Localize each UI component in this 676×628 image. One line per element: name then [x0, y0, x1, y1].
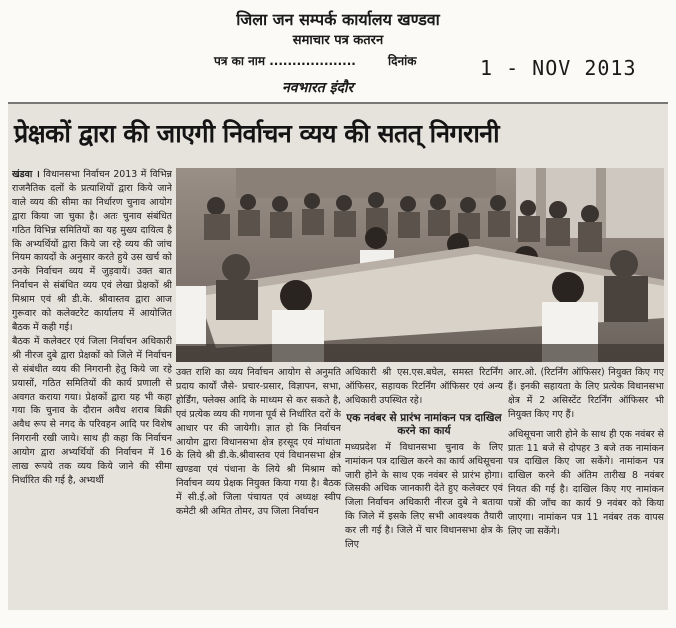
col4-paragraph-2: अधिसूचना जारी होने के साथ ही एक नवंबर से प्रातः 11 बजे से दोपहर 3 बजे तक नामांकन पत्र दाखिल किए जा सकेंगे। नामांकन पत्र दाखिल करने की अंतिम तारीख 8 नवंबर नियत की गई है। दाखिल किए गए नामांकन पत्रों की जाँच का कार्य 9 नवंबर को किया जाएगा। नामांकन पत्र 11 नवंबर तक वापस लिए जा सकेंगे। — [508, 428, 664, 537]
newspaper-clipping — [8, 102, 668, 610]
article-column-4 — [508, 366, 664, 606]
col2-paragraph: उक्त राशि का व्यय निर्वाचन आयोग से अनुमति प्रदाय कार्यों जैसे- प्रचार-प्रसार, विज्ञापन, सभा, होर्डिंग, फ्लेक्स आदि के माध्यम से कर सकते है, एवं प्रत्येक व्यय की गणना पूर्व से निर्धारित दरों के आधार पर की जायेगी। ज्ञात हो कि निर्वाचन आयोग द्वारा विधानसभा क्षेत्र हरसूद एवं मांधाता के लिये श्री डी.के.श्रीवास्तव एवं विधानसभा क्षेत्र खण्डवा एवं पंधाना के लिये श्री मिश्राम को निर्वाचन व्यय प्रेक्षक नियुक्त किया गया है। बैठक में सी.ई.ओ जिला पंचायत एवं अध्यक्ष स्वीप कमेटी श्री अमित तोमर, उप जिला निर्वाचन — [176, 367, 341, 518]
article-column-3 — [345, 366, 503, 606]
col1-paragraph-2: बैठक में कलेक्टर एवं जिला निर्वाचन अधिकारी श्री नीरज दुबे द्वारा प्रेक्षकों को जिले में निर्वाचन से संबंधीत व्यय की निगरानी हेतु किये जा रहे प्रयासों, गठित समितियों की कार्य प्रणाली से अवगत कराया गया। प्रेक्षकों द्वारा यह भी कहा गया कि चुनाव के दौरान अवैध शराब बिक्री अवैध रूप से नगद के परिवहन आदि पर विशेष निगरानी रखी जाये। साथ ही कहा कि निर्वाचन आयोग द्वारा अभ्यर्थियों की निर्वाचन में 16 लाख रूपये तक व्यय किये जाने की सीमा निर्धारित की गई है, अभ्यर्थी — [12, 335, 172, 486]
article-dateline: खंडवा । — [12, 169, 40, 180]
col4-paragraph-1: आर.ओ. (रिटर्निंग ऑफिसर) नियुक्त किए गए हैं। इनकी सहायता के लिए प्रत्येक विधानसभा क्षेत्र में 2 असिस्टेंट रिटर्निंग ऑफिसर भी नियुक्त किए गए हैं। — [508, 367, 664, 420]
col1-paragraph-1: विधानसभा निर्वाचन 2013 में विभिन्न राजनैतिक दलों के प्रत्याशियों द्वारा किये जाने वाले व्यय की सीमा का निर्धारण चुनाव आयोग द्वारा किया जा चुका है। अतः चुनाव संबंधित गठित विभिन्न समितियों का यह मुख्य दायित्व है कि अभ्यर्थियों द्वारा किये जा रहे व्यय की जांच नियम कायदों के अनुसार करते हुये उस खर्च को उनके निर्वाचन व्यय में जुड़वायें। उक्त बात निर्वाचन से संबंधित व्यय एवं लेखा प्रेक्षकों श्री मिश्राम एवं श्री डी.के. श्रीवास्तव द्वारा आज गुरूवार को कलेक्टरेट कार्यालय में आयोजित बैठक में कही गई। — [12, 169, 172, 333]
col3-paragraph-2: मध्यप्रदेश में विधानसभा चुनाव के लिए नामांकन पत्र दाखिल करने का कार्य अधिसूचना जारी होने के साथ एक नवंबर से प्रारंभ होगा। जिसकी अधिक जानकारी देते हुए कलेक्टर एवं जिला निर्वाचन अधिकारी नीरज दुबे ने बताया कि जिले में इसके लिए सभी आवश्यक तैयारी कर ली गई है। जिले में चार विधानसभा क्षेत्र के लिए — [345, 441, 503, 551]
paper-name-label: पत्र का नाम ................... — [214, 54, 356, 68]
meeting-photo-image — [176, 168, 664, 362]
section-title: समाचार पत्र कतरन — [292, 33, 384, 48]
newspaper-name: नवभारत इंदौर — [282, 80, 354, 96]
article-column-2 — [176, 366, 341, 606]
meeting-photo — [176, 168, 664, 362]
article-headline: प्रेक्षकों द्वारा की जाएगी निर्वाचन व्यय की सतत् निगरानी — [14, 119, 500, 148]
article-column-1 — [12, 168, 172, 608]
col3-paragraph-1: अधिकारी श्री एस.एस.बघेल, समस्त रिटर्निंग ऑफिसर, सहायक रिटर्निंग ऑफिसर एवं अन्य अधिकारी उपस्थित रहे। — [345, 367, 503, 406]
date-stamp: 1 - NOV 2013 — [480, 56, 637, 80]
subheading: एक नवंबर से प्रारंभ नामांकन पत्र दाखिल करने का कार्य — [346, 411, 502, 437]
office-title: जिला जन सम्पर्क कार्यालय खण्डवा — [236, 10, 440, 29]
date-label: दिनांक — [388, 54, 417, 68]
